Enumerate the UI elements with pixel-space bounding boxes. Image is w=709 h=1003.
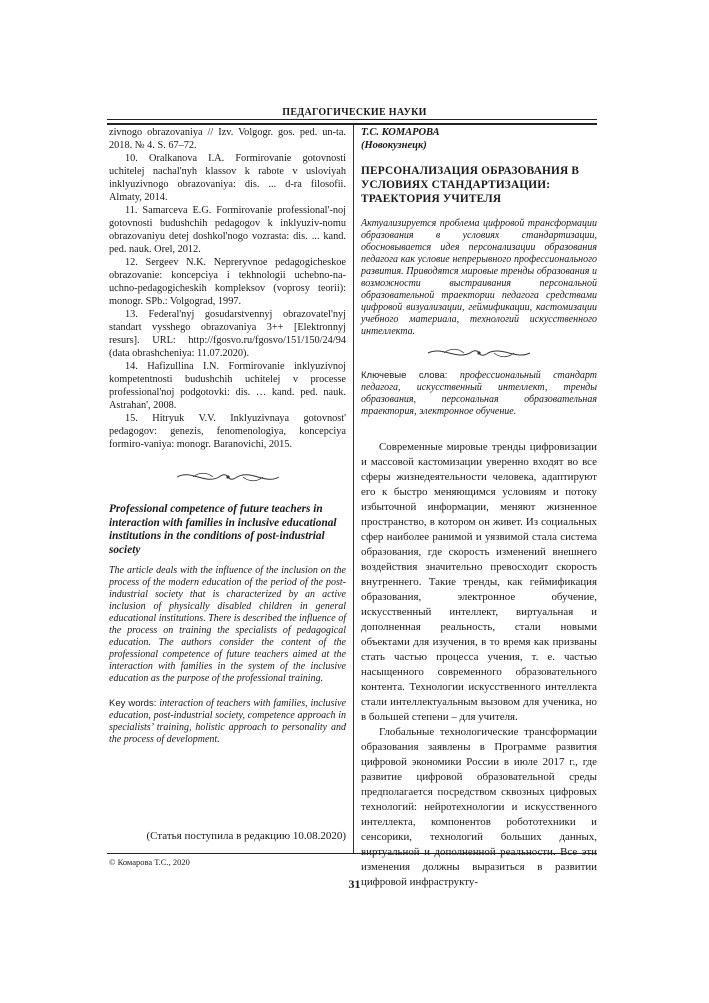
article-keywords — [361, 370, 597, 418]
english-abstract: The article deals with the influence of the inclusion on the process of the modern education of the period of the post-industrial society that is characterized by an active inclusion of physically disabled children in general educational institutions. There is described the influence of the process on training the specialists of pedagogical education. The authors consider the content of the professional competence of future teachers aimed at the interaction with families in the system of the inclusive education as the purpose of the professional training. — [109, 565, 346, 684]
author-city: (Новокузнецк) — [361, 140, 427, 151]
keywords-label: Key words: — [109, 698, 157, 709]
flourish-ornament-icon — [424, 344, 534, 362]
reference-item: 10. Oralkanova I.A. Formirovanie gotovnosti uchitelej nachal'nyh klassov k rabote v usloviyah inklyuzivnogo obrazovaniya: dis. ... d-ra filosofii. Almaty, 2014. — [109, 153, 346, 203]
page-number: 31 — [348, 877, 361, 891]
footer-rule — [107, 853, 597, 854]
keywords-label: Ключевые слова: — [361, 370, 448, 381]
english-title: Professional competence of future teachers in interaction with families in inclusive educational institutions in the conditions of post-industrial society — [109, 503, 337, 556]
header-rule-thick — [107, 123, 597, 125]
reference-continuation: zivnogo obrazovaniya // Izv. Volgogr. gos. ped. un-ta. 2018. № 4. S. 67–72. — [109, 127, 346, 151]
keywords-text: interaction of teachers with families, inclusive education, post-industrial society, competence approach in specialists’ training, holistic approach to personality and the process of development. — [109, 698, 346, 745]
column-divider — [353, 125, 354, 853]
reference-item: 11. Samarceva E.G. Formirovanie professional'-noj gotovnosti budushchih pedagogov k inklyuziv-nomu obrazovaniyu detej doshkol'nogo vozrasta: dis. ... kand. ped. nauk. Orel, 2012. — [109, 205, 346, 255]
reference-item: 13. Federal'nyj gosudarstvennyj obrazovatel'nyj standart vysshego obrazovaniya 3++ [Elektronnyj resurs]. URL: http://fgosvo.ru/fgosvo/151/150/24/94 (data obrashcheniya: 11.07.2020). — [109, 309, 346, 359]
reference-item: 12. Sergeev N.K. Nepreryvnoe pedagogicheskoe obrazovanie: koncepciya i tekhnologii uchebno-na-uchno-pedagogicheskih kompleksov (voprosy teorii): monogr. SPb.: Volgograd, 1997. — [109, 257, 346, 307]
flourish-ornament-icon — [173, 467, 283, 487]
body-paragraph: Глобальные технологические трансформации образования заявлены в Программе развития цифровой экономики России в июле 2017 г., где развитие цифровой образовательной среды предполагается посредством сквозных цифровых технологий: нейротехнологии и искусственного интеллекта, компонентов робототехники и сенсорики, технологий больших данных, виртуальной и дополненной реальности. Все эти изменения должны выразиться в развитии цифровой инфраструкту- — [361, 726, 597, 888]
left-column — [109, 126, 346, 746]
keywords-text: профессиональный стандарт педагога, искусственный интеллект, тренды образования, персональная образовательная траектория, электронное обучение. — [361, 370, 598, 417]
body-paragraph: Современные мировые тренды цифровизации и массовой кастомизации уверенно входят во все сферы жизнедеятельности человека, адаптируют его к быстро меняющимся условиям и потоку избыточной информации, меняют жизненное пространство, в котором он живет. Из социальных сфер наиболее ранимой и уязвимой стала система образования, где скорость изменений внешнего воздействия значительно превосходит скорость внутреннего. Такие тренды, как геймификация образования, электронное обучение, искусственный интеллект, виртуальная и дополненная реальность, стали новыми объектами для изучения, в то время как призваны стать частью процесса учения, т. е. частью насыщенного современного образовательного контента. Технологии искусственного интеллекта стали интеллектуальным вызовом для ученика, но в большей степени – для учителя. — [361, 441, 597, 723]
article-abstract: Актуализируется проблема цифровой трансформации образования в условиях стандартизации, обосновывается идея персонализации образования педагога как условие непрерывного профессионального развития. Приводятся мировые тренды образования и возможности выстраивания персональной образовательной траектории педагога средствами цифровой визуализации, геймификации, кастомизации учебного материала, технологий искусственного интеллекта. — [361, 218, 597, 337]
copyright-note: © Комарова Т.С., 2020 — [109, 857, 190, 867]
author-name: Т.С. КОМАРОВА — [361, 127, 440, 138]
header-rule — [107, 119, 597, 120]
article-title: ПЕРСОНАЛИЗАЦИЯ ОБРАЗОВАНИЯ В УСЛОВИЯХ СТАНДАРТИЗАЦИИ: ТРАЕКТОРИЯ УЧИТЕЛЯ — [361, 165, 580, 205]
reference-item: 15. Hitryuk V.V. Inklyuzivnaya gotovnost' pedagogov: genezis, fenomenologiya, koncepciya formiro-vaniya: monogr. Baranovichi, 2015. — [109, 413, 346, 450]
running-header: ПЕДАГОГИЧЕСКИЕ НАУКИ — [282, 107, 427, 118]
english-keywords — [109, 698, 346, 746]
received-date: (Статья поступила в редакцию 10.08.2020) — [146, 830, 346, 842]
right-column — [361, 126, 597, 890]
reference-item: 14. Hafizullina I.N. Formirovanie inklyuzivnoj kompetentnosti budushchih uchitelej v processe professional'noj podgotovki: dis. … kand. ped. nauk. Astrahan', 2008. — [109, 361, 346, 411]
